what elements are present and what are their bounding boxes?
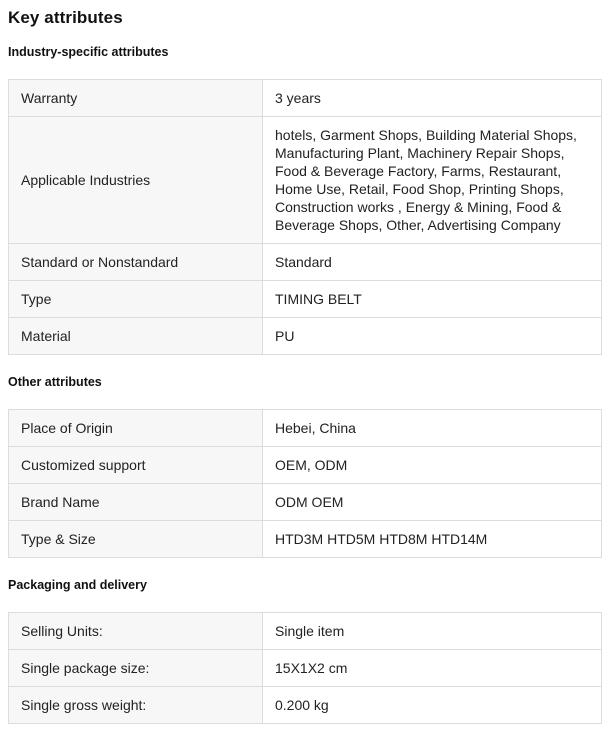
attribute-row [9, 484, 602, 521]
attribute-label: Type [9, 281, 263, 318]
attribute-label: Selling Units: [9, 613, 263, 650]
section-other-attributes [8, 375, 602, 558]
attribute-value: Standard [263, 244, 602, 281]
attribute-value: Single item [263, 613, 602, 650]
attribute-value: hotels, Garment Shops, Building Material Shops, Manufacturing Plant, Machinery Repair Shops, Food & Beverage Factory, Farms, Restaurant, Home Use, Retail, Food Shop, Printing Shops, Construction works , Energy & Mining, Food & Beverage Shops, Other, Advertising Company [263, 117, 602, 244]
attribute-value: OEM, ODM [263, 447, 602, 484]
attribute-label: Brand Name [9, 484, 263, 521]
attribute-row [9, 521, 602, 558]
attribute-label: Applicable Industries [9, 117, 263, 244]
attribute-label: Customized support [9, 447, 263, 484]
section-heading-other-attributes: Other attributes [8, 375, 102, 389]
section-industry-specific [8, 45, 602, 355]
attribute-value: PU [263, 318, 602, 355]
attribute-row [9, 281, 602, 318]
attribute-row [9, 687, 602, 724]
attribute-value: ODM OEM [263, 484, 602, 521]
industry-specific-attributes-table [8, 79, 602, 355]
attribute-row [9, 410, 602, 447]
section-heading-packaging-delivery: Packaging and delivery [8, 578, 147, 592]
attribute-row [9, 447, 602, 484]
attribute-row [9, 244, 602, 281]
attribute-row [9, 613, 602, 650]
other-attributes-table [8, 409, 602, 558]
attribute-label: Standard or Nonstandard [9, 244, 263, 281]
attribute-row [9, 318, 602, 355]
attribute-row [9, 650, 602, 687]
page-title: Key attributes [8, 8, 123, 27]
attribute-value: 3 years [263, 80, 602, 117]
attribute-value: Hebei, China [263, 410, 602, 447]
attribute-row [9, 117, 602, 244]
packaging-delivery-table [8, 612, 602, 724]
attribute-label: Place of Origin [9, 410, 263, 447]
attribute-value: 0.200 kg [263, 687, 602, 724]
attribute-label: Single gross weight: [9, 687, 263, 724]
attribute-row [9, 80, 602, 117]
attribute-label: Material [9, 318, 263, 355]
section-heading-industry-specific: Industry-specific attributes [8, 45, 169, 59]
attribute-value: TIMING BELT [263, 281, 602, 318]
attribute-label: Type & Size [9, 521, 263, 558]
attribute-label: Warranty [9, 80, 263, 117]
section-packaging-delivery [8, 578, 602, 724]
attribute-label: Single package size: [9, 650, 263, 687]
attribute-value: HTD3M HTD5M HTD8M HTD14M [263, 521, 602, 558]
attribute-value: 15X1X2 cm [263, 650, 602, 687]
